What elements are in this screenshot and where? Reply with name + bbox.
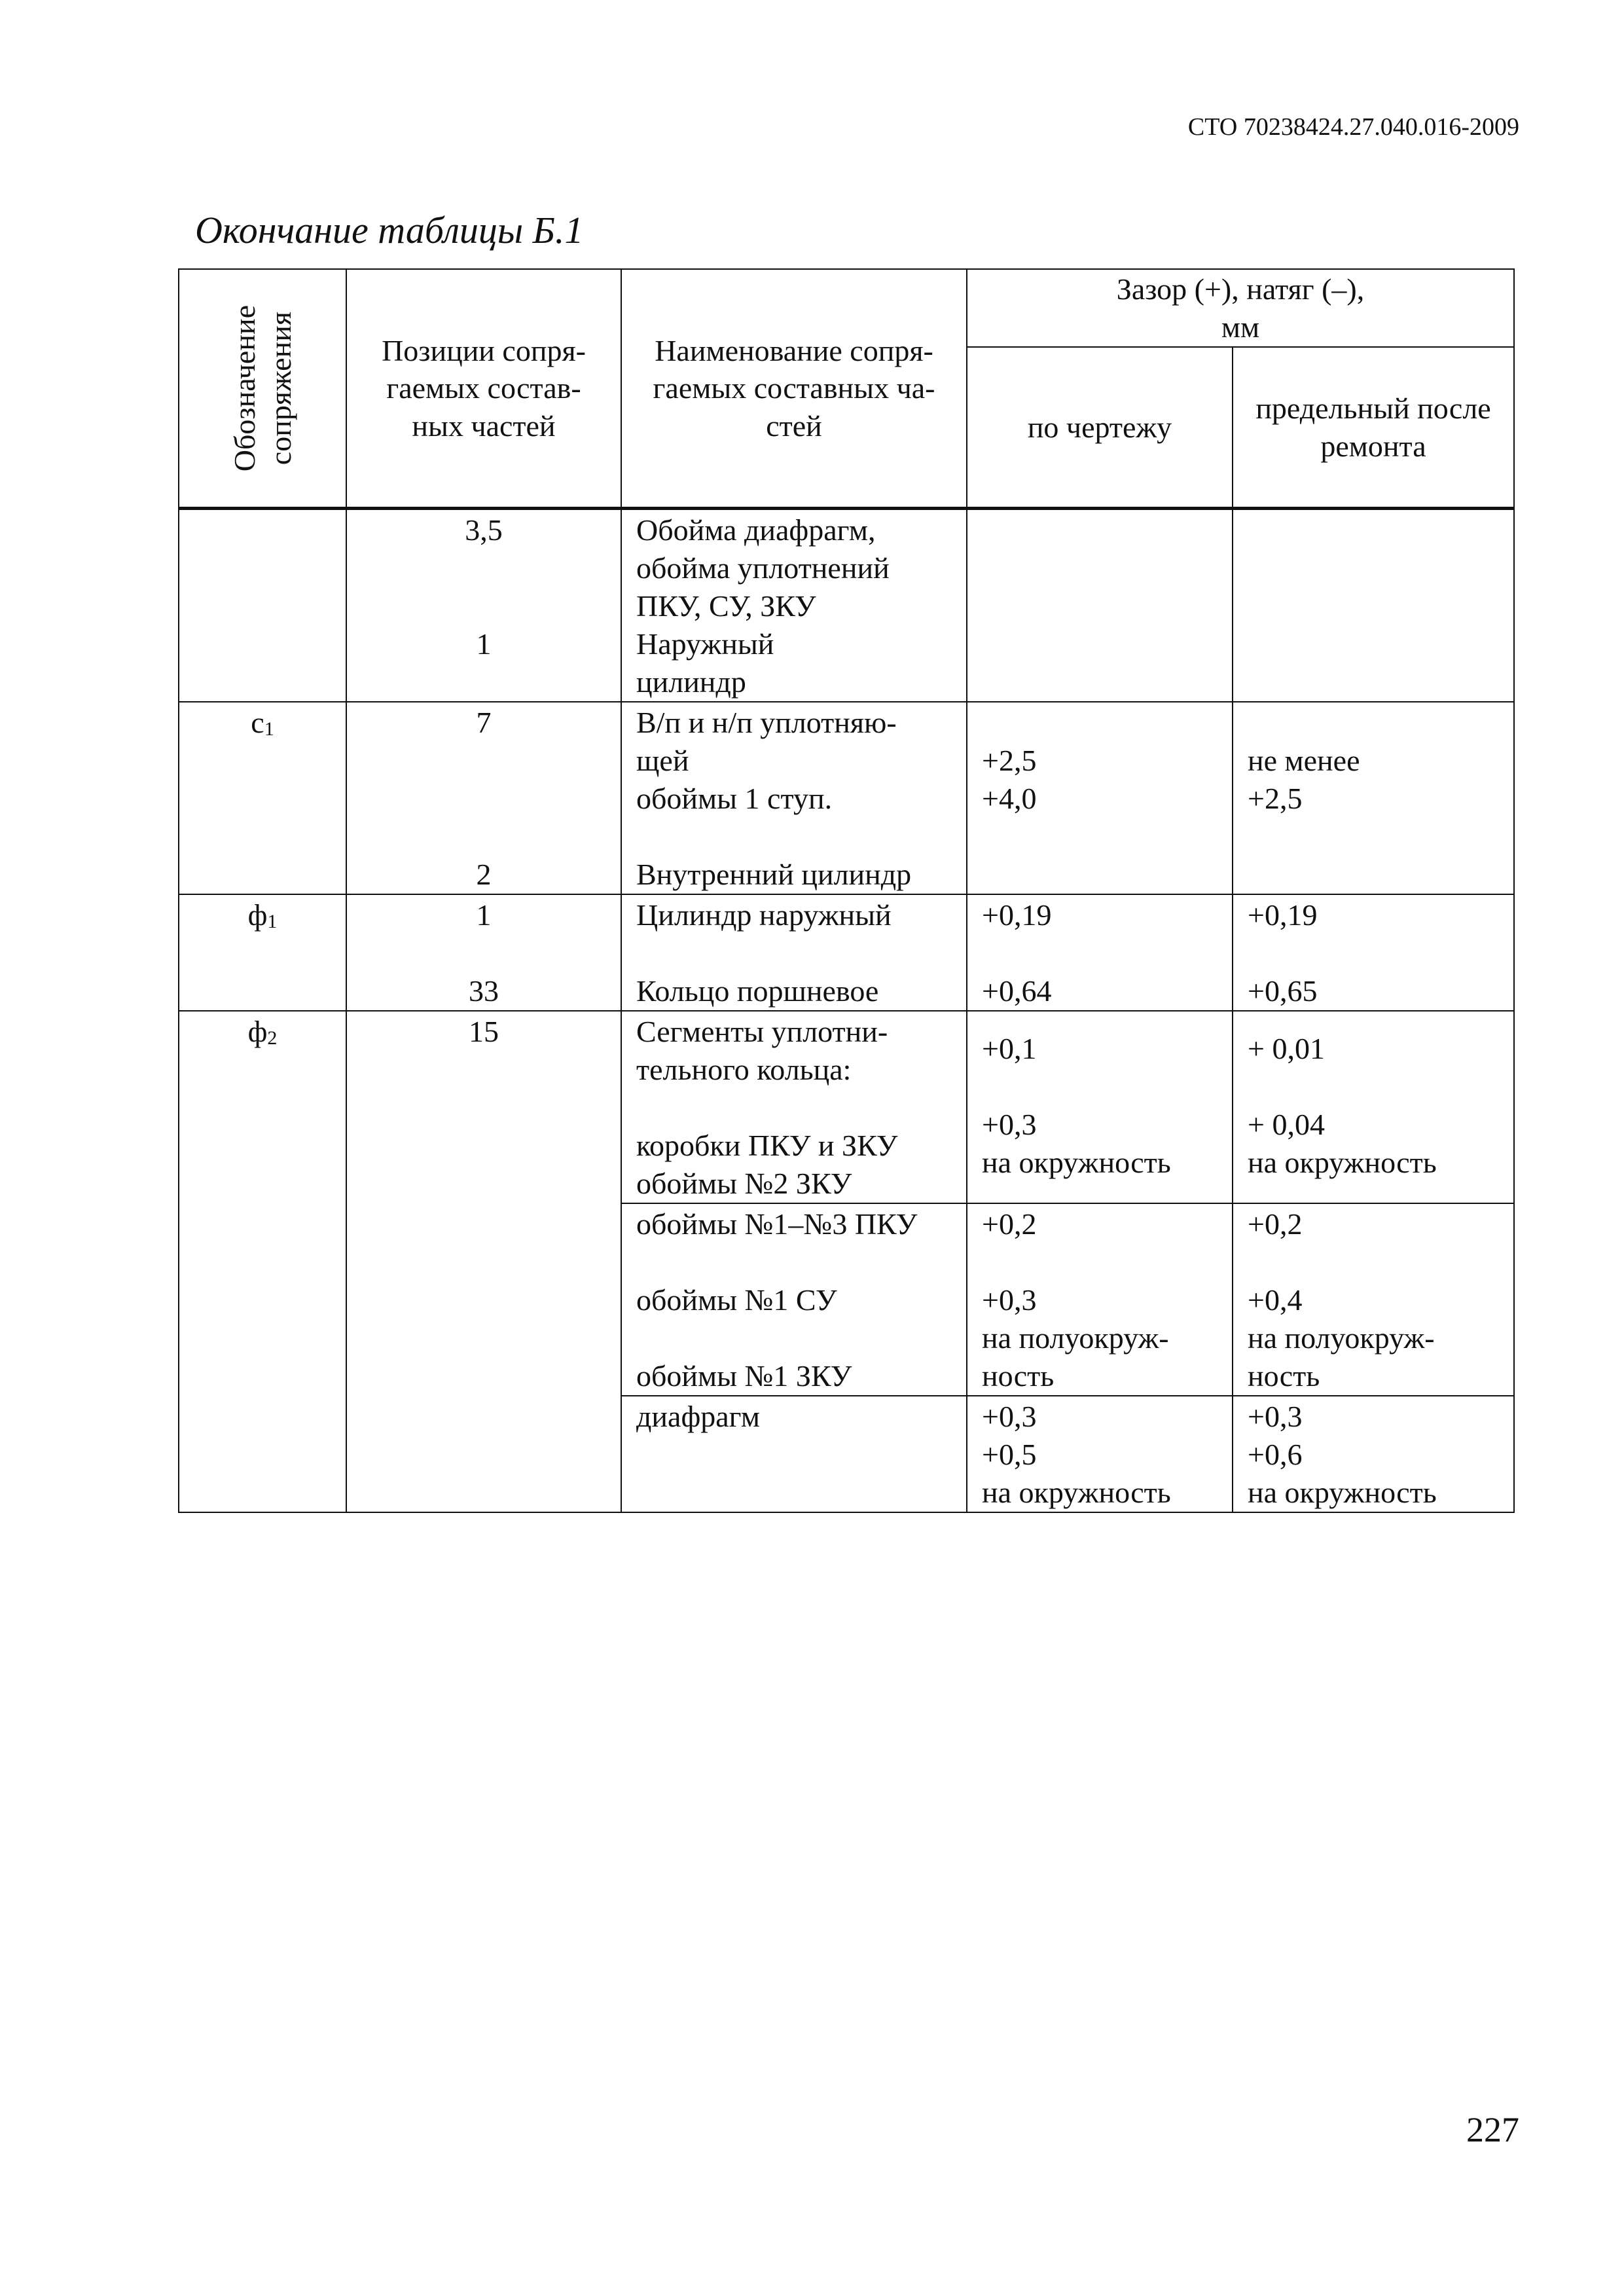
by-drawing-cell: [967, 702, 1233, 894]
name-line: обоймы 1 ступ.: [636, 782, 833, 815]
names-cell: [621, 1396, 967, 1512]
limit-value: на окружность: [1248, 1476, 1437, 1509]
name-line: обоймы №2 ЗКУ: [636, 1167, 852, 1200]
name-line: обойма уплотнений: [636, 551, 890, 585]
by-drawing-value: +0,19: [982, 898, 1052, 932]
limit-cell: [1233, 1396, 1514, 1512]
mating-gaps-table: [178, 268, 1515, 1513]
positions-cell: [346, 894, 621, 1011]
by-drawing-value: +0,3: [982, 1108, 1037, 1141]
limit-value: не менее: [1248, 744, 1360, 777]
name-line: щей: [636, 744, 689, 777]
name-line: коробки ПКУ и ЗКУ: [636, 1129, 898, 1162]
header-positions: Позиции сопря- гаемых состав- ных частей: [346, 269, 621, 509]
limit-value: + 0,04: [1248, 1108, 1325, 1141]
name-line: диафрагм: [636, 1400, 761, 1433]
limit-value: на окружность: [1248, 1146, 1437, 1179]
limit-value: +0,2: [1248, 1207, 1303, 1241]
designation-letter: ф: [247, 1015, 268, 1048]
header-names: Наименование сопря- гаемых составных ча- стей: [621, 269, 967, 509]
names-cell: [621, 1011, 967, 1203]
header-designation-text: Обозначение сопряжения: [227, 304, 297, 472]
name-line: Сегменты уплотни-: [636, 1015, 888, 1048]
header-gap-group: Зазор (+), натяг (–), мм: [967, 269, 1514, 347]
designation-letter: ф: [247, 898, 268, 932]
position-value: 33: [469, 974, 499, 1008]
by-drawing-value: +2,5: [982, 744, 1037, 777]
name-line: В/п и н/п уплотняю-: [636, 706, 897, 739]
name-line: обоймы №1 СУ: [636, 1283, 837, 1317]
name-line: Цилиндр наружный: [636, 898, 892, 932]
table-row: [179, 1011, 1514, 1203]
position-value: 15: [469, 1015, 499, 1048]
limit-value: +0,4: [1248, 1283, 1303, 1317]
position-value: 1: [476, 627, 492, 661]
name-line: цилиндр: [636, 665, 746, 699]
header-limit-after-repair: предельный после ремонта: [1233, 347, 1514, 508]
position-value: 7: [476, 706, 492, 739]
designation-cell: [179, 702, 346, 894]
by-drawing-value: на полуокруж-: [982, 1321, 1169, 1355]
table-row: [179, 509, 1514, 702]
names-cell: [621, 894, 967, 1011]
limit-value: +0,19: [1248, 898, 1318, 932]
designation-letter: с: [251, 706, 264, 739]
by-drawing-value: +4,0: [982, 782, 1037, 815]
limit-value: +0,3: [1248, 1400, 1303, 1433]
limit-cell: [1233, 1203, 1514, 1396]
by-drawing-cell: [967, 509, 1233, 702]
position-value: 3,5: [465, 513, 503, 547]
by-drawing-cell: [967, 894, 1233, 1011]
by-drawing-value: +0,2: [982, 1207, 1037, 1241]
table-row: [179, 894, 1514, 1011]
designation-subscript: 1: [267, 911, 278, 932]
by-drawing-value: +0,3: [982, 1283, 1037, 1317]
limit-value: на полуокруж-: [1248, 1321, 1435, 1355]
by-drawing-value: ность: [982, 1359, 1055, 1393]
positions-cell: [346, 702, 621, 894]
limit-value: +0,65: [1248, 974, 1318, 1008]
header-designation: [179, 269, 346, 509]
page-number: 227: [1466, 2110, 1519, 2149]
names-cell: [621, 1203, 967, 1396]
designation-cell: [179, 509, 346, 702]
limit-value: +0,6: [1248, 1438, 1303, 1471]
positions-cell: [346, 1011, 621, 1512]
limit-cell: [1233, 702, 1514, 894]
limit-cell: [1233, 894, 1514, 1011]
name-line: ПКУ, СУ, ЗКУ: [636, 589, 816, 623]
name-line: Внутренний цилиндр: [636, 858, 912, 891]
names-cell: [621, 702, 967, 894]
limit-cell: [1233, 509, 1514, 702]
limit-value: +2,5: [1248, 782, 1303, 815]
by-drawing-value: +0,5: [982, 1438, 1037, 1471]
by-drawing-value: +0,3: [982, 1400, 1037, 1433]
name-line: Наружный: [636, 627, 774, 661]
by-drawing-cell: [967, 1203, 1233, 1396]
limit-value: ность: [1248, 1359, 1320, 1393]
designation-cell: [179, 1011, 346, 1512]
names-cell: [621, 509, 967, 702]
table-caption: Окончание таблицы Б.1: [195, 209, 584, 251]
name-line: обоймы №1–№3 ПКУ: [636, 1207, 918, 1241]
designation-subscript: 2: [267, 1027, 278, 1049]
designation-cell: [179, 894, 346, 1011]
table-row: [179, 702, 1514, 894]
by-drawing-cell: [967, 1011, 1233, 1203]
document-code: СТО 70238424.27.040.016-2009: [1187, 113, 1519, 141]
by-drawing-value: +0,64: [982, 974, 1052, 1008]
positions-cell: [346, 509, 621, 702]
name-line: Обойма диафрагм,: [636, 513, 876, 547]
by-drawing-value: +0,1: [982, 1032, 1037, 1065]
designation-subscript: 1: [264, 718, 274, 740]
limit-cell: [1233, 1011, 1514, 1203]
header-by-drawing: по чертежу: [967, 347, 1233, 508]
by-drawing-value: на окружность: [982, 1476, 1171, 1509]
name-line: Кольцо поршневое: [636, 974, 879, 1008]
limit-value: + 0,01: [1248, 1032, 1325, 1065]
position-value: 2: [476, 858, 492, 891]
name-line: тельного кольца:: [636, 1053, 852, 1086]
position-value: 1: [476, 898, 492, 932]
by-drawing-value: на окружность: [982, 1146, 1171, 1179]
by-drawing-cell: [967, 1396, 1233, 1512]
name-line: обоймы №1 ЗКУ: [636, 1359, 852, 1393]
